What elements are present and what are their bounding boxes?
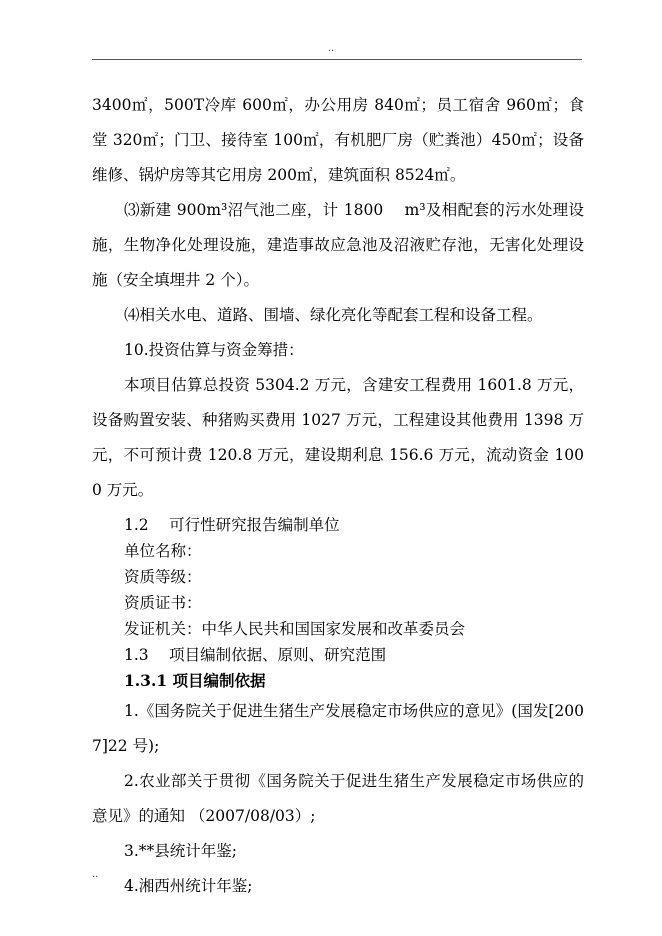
page-footer-mark: .. xyxy=(92,869,99,880)
heading-1-3-1: 1.3.1 项目编制依据 xyxy=(124,671,266,690)
paragraph-building-areas: 3400㎡，500T冷库 600㎡，办公用房 840㎡；员工宿舍 960㎡；食堂 320㎡；门卫、接待室 100㎡，有机肥厂房（贮粪池）450㎡；设备维修、锅炉房等其它用房 200㎡，建筑面积 8524㎡。 xyxy=(92,96,584,184)
field-unit-name: 单位名称： xyxy=(124,542,202,560)
page-header-mark: .. xyxy=(327,43,335,54)
heading-1-2: 1.2 可行性研究报告编制单位 xyxy=(124,516,340,534)
paragraph-investment: 本项目估算总投资 5304.2 万元，含建安工程费用 1601.8 万元，设备购置安装、种猪购买费用 1027 万元，工程建设其他费用 1398 万元，不可预计费 120.8 万元，建设期利息 156.6 万元，流动资金 1000 万元。 xyxy=(92,376,584,499)
reference-4: 4.湘西州统计年鉴; xyxy=(124,877,253,895)
field-qualification-level: 资质等级： xyxy=(124,568,202,586)
field-qualification-cert: 资质证书： xyxy=(124,594,202,612)
document-body xyxy=(92,88,584,904)
paragraph-biogas: ⑶新建 900m³沼气池二座，计 1800 m³及相配套的污水处理设施，生物净化处理设施，建造事故应急池及沼液贮存池，无害化处理设施（安全填埋井 2 个）。 xyxy=(92,201,584,289)
reference-1: 1.《国务院关于促进生猪生产发展稳定市场供应的意见》(国发[2007]22 号); xyxy=(92,702,584,755)
field-issuer: 发证机关：中华人民共和国国家发展和改革委员会 xyxy=(124,620,466,638)
heading-1-3: 1.3 项目编制依据、原则、研究范围 xyxy=(124,646,387,664)
paragraph-supporting-works: ⑷相关水电、道路、围墙、绿化亮化等配套工程和设备工程。 xyxy=(124,306,543,324)
reference-3: 3.**县统计年鉴; xyxy=(124,842,238,860)
reference-2: 2.农业部关于贯彻《国务院关于促进生猪生产发展稳定市场供应的意见》的通知 （2007/08/03）; xyxy=(92,772,584,825)
header-rule xyxy=(92,59,582,60)
heading-investment: 10.投资估算与资金筹措： xyxy=(124,341,304,359)
